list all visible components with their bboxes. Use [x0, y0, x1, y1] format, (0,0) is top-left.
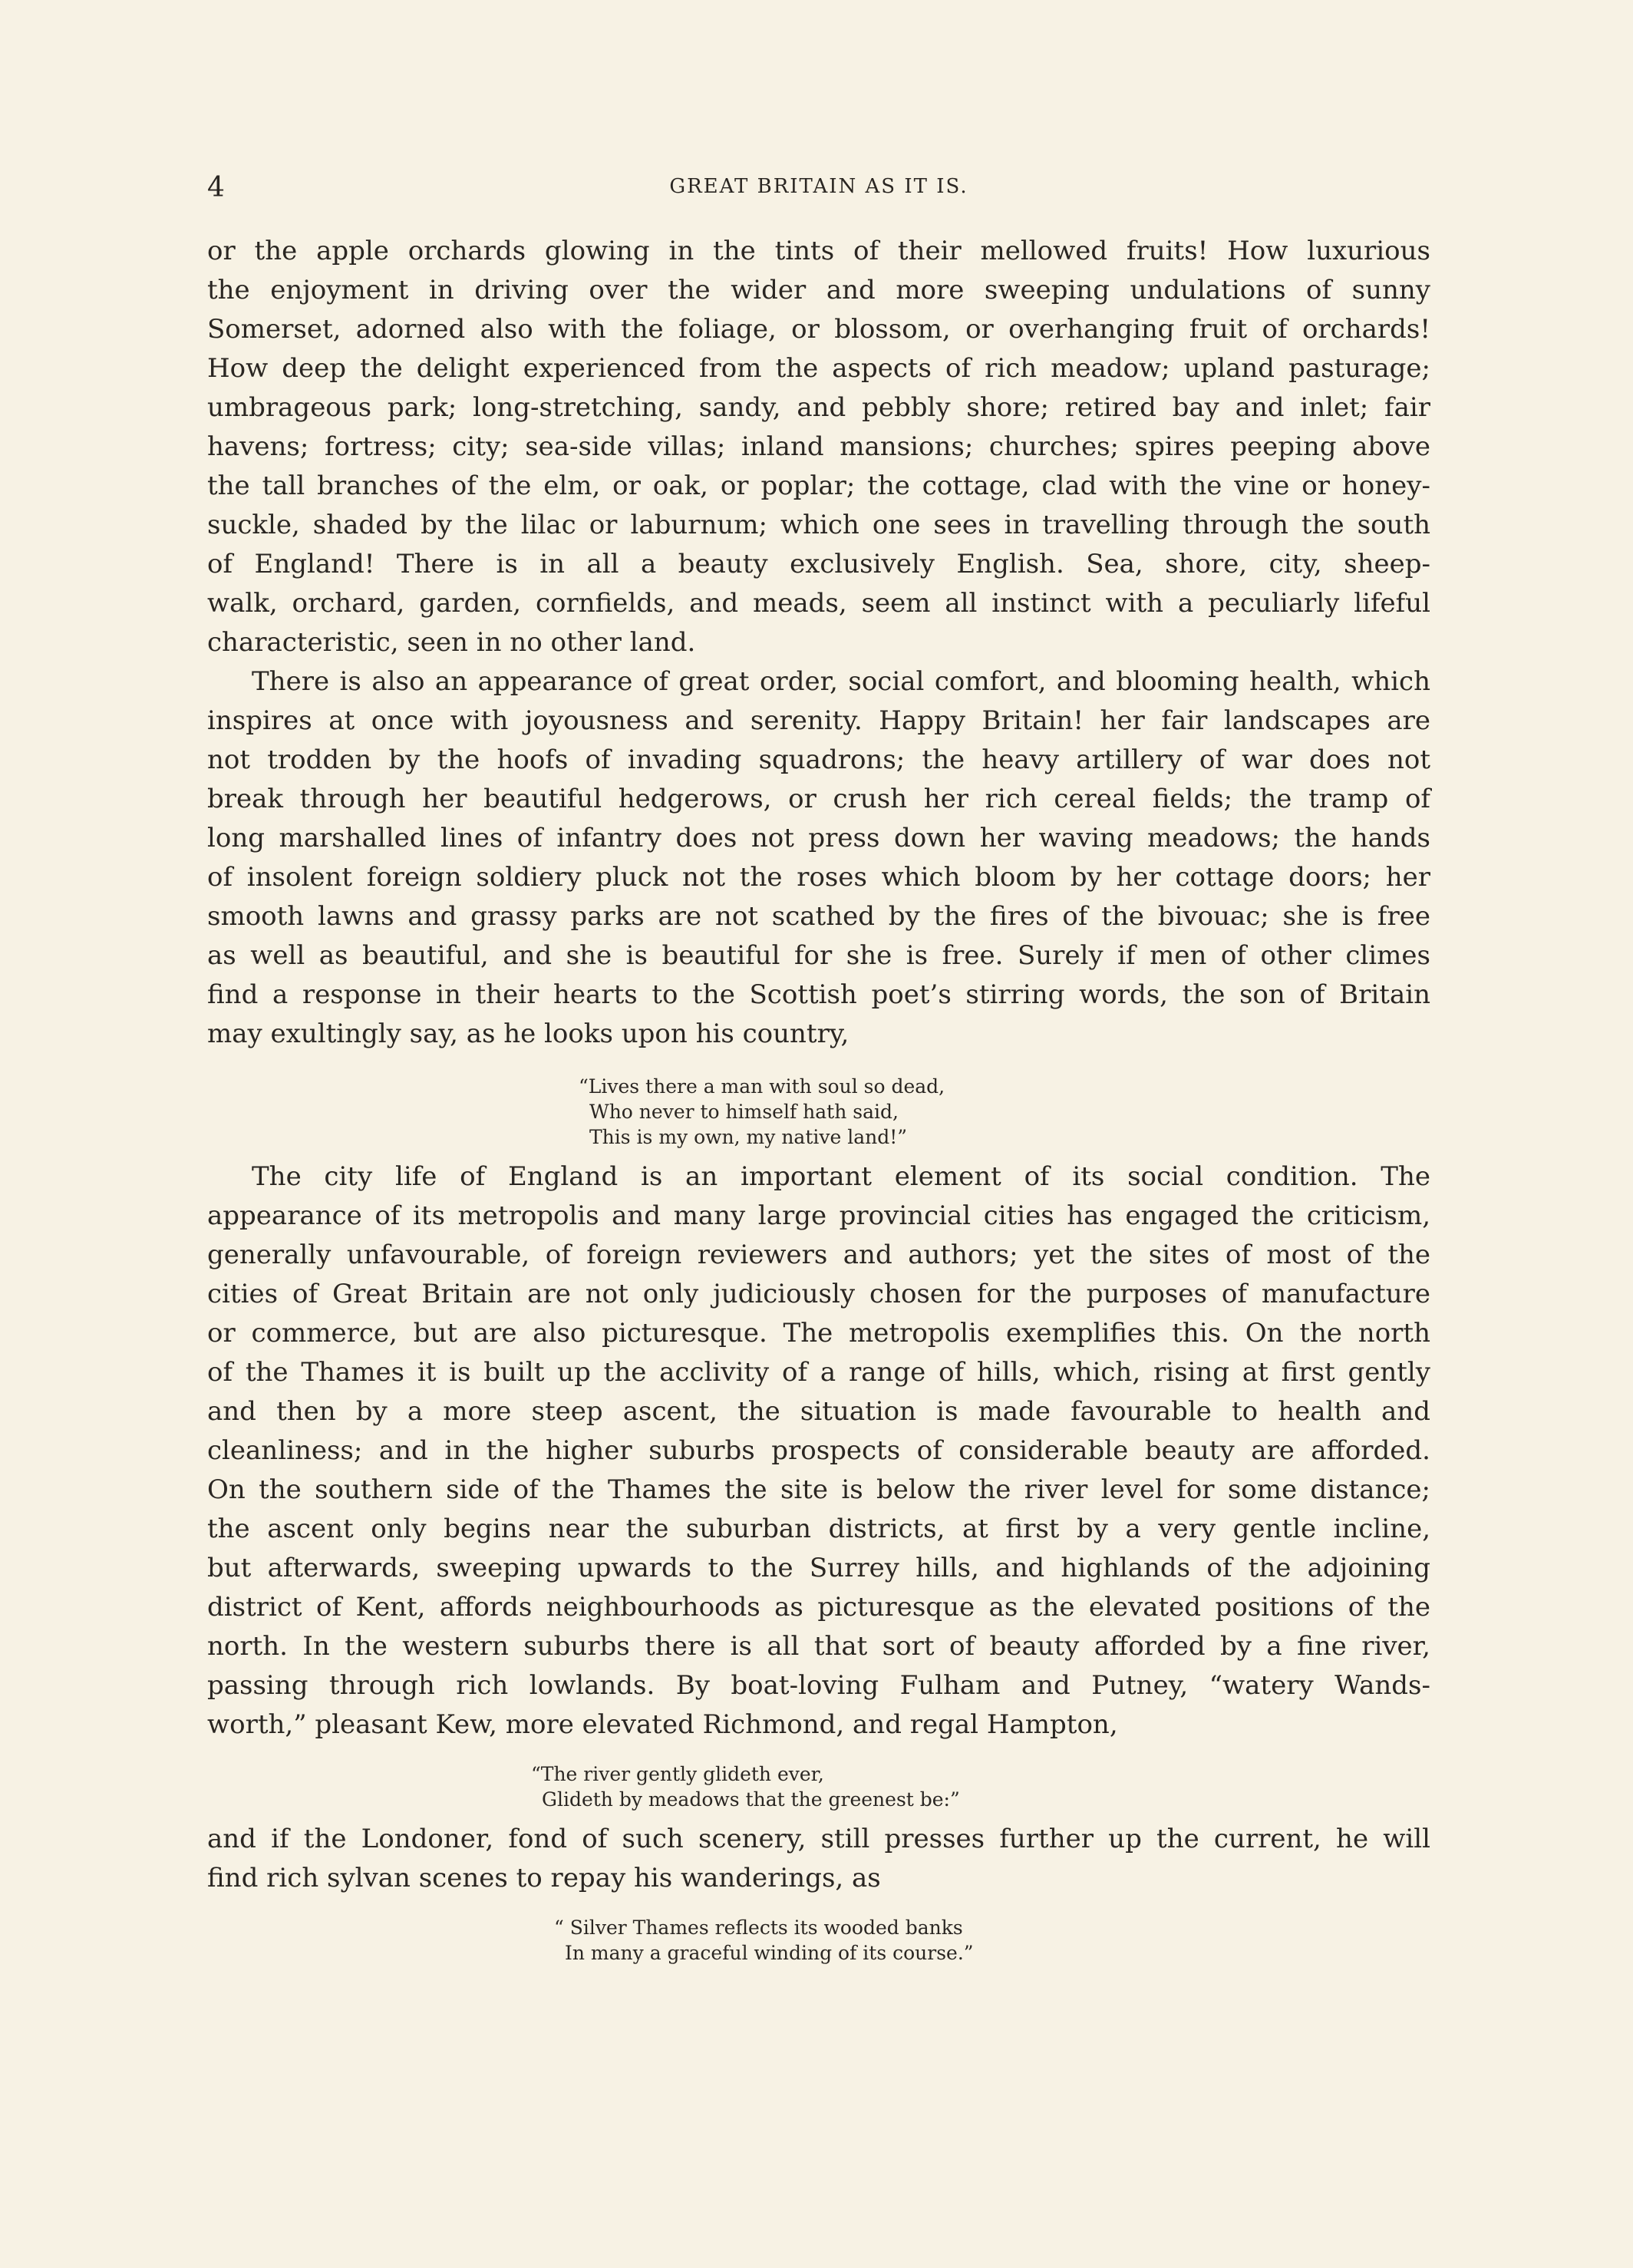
text-line: walk, orchard, garden, cornfields, and meads, seem all instinct with a peculiarly lifeful	[207, 588, 1430, 619]
text-line: How deep the delight experienced from the aspects of rich meadow; upland pasturage;	[207, 353, 1430, 384]
text-line: of the Thames it is built up the acclivity of a range of hills, which, rising at first gently	[207, 1357, 1430, 1388]
text-line: or the apple orchards glowing in the tints of their mellowed fruits! How luxurious	[207, 236, 1430, 266]
running-head	[207, 172, 1430, 203]
text-line: the ascent only begins near the suburban districts, at first by a very gentle incline,	[207, 1514, 1430, 1544]
text-line: district of Kent, affords neighbourhoods as picturesque as the elevated positions of the	[207, 1592, 1430, 1623]
text-line: appearance of its metropolis and many large provincial cities has engaged the criticism,	[207, 1200, 1430, 1231]
text-line: long marshalled lines of infantry does not press down her waving meadows; the hands	[207, 823, 1430, 853]
text-line: The city life of England is an important element of its social condition. The	[252, 1161, 1430, 1192]
text-line: passing through rich lowlands. By boat-loving Fulham and Putney, “watery Wands-	[207, 1670, 1430, 1701]
text-line: umbrageous park; long-stretching, sandy, and pebbly shore; retired bay and inlet; fair	[207, 392, 1430, 423]
paragraph-2	[207, 662, 1430, 1054]
text-line: break through her beautiful hedgerows, or crush her rich cereal fields; the tramp of	[207, 784, 1430, 814]
running-title: GREAT BRITAIN AS IT IS.	[669, 175, 968, 198]
text-line: characteristic, seen in no other land.	[207, 627, 696, 658]
text-line: north. In the western suburbs there is all that sort of beauty afforded by a fine river,	[207, 1631, 1430, 1662]
verse-quote-3	[207, 1898, 1430, 1966]
paragraph-1	[207, 232, 1430, 662]
text-line: or commerce, but are also picturesque. The metropolis exemplifies this. On the north	[207, 1318, 1430, 1349]
verse-line: “Lives there a man with soul so dead,	[579, 1075, 945, 1098]
verse-quote-1	[207, 1054, 1430, 1157]
verse-line: “The river gently glideth ever,	[531, 1763, 824, 1785]
text-line: Somerset, adorned also with the foliage, or blossom, or overhanging fruit of orchards!	[207, 314, 1430, 345]
verse-line: Glideth by meadows that the greenest be:”	[542, 1788, 960, 1811]
text-line: of England! There is in all a beauty exclusively English. Sea, shore, city, sheep-	[207, 549, 1430, 579]
verse-line: “ Silver Thames reflects its wooded banks	[554, 1916, 963, 1939]
text-line: havens; fortress; city; sea-side villas; inland mansions; churches; spires peeping above	[207, 431, 1430, 462]
verse-quote-2	[207, 1745, 1430, 1820]
text-line: the enjoyment in driving over the wider and more sweeping undulations of sunny	[207, 275, 1430, 305]
verse-line: Who never to himself hath said,	[589, 1101, 899, 1123]
text-line: There is also an appearance of great order, social comfort, and blooming health, which	[252, 666, 1430, 697]
text-line: On the southern side of the Thames the site is below the river level for some distance;	[207, 1474, 1430, 1505]
text-line: the tall branches of the elm, or oak, or poplar; the cottage, clad with the vine or honey-	[207, 470, 1430, 501]
verse-line: In many a graceful winding of its course.”	[565, 1942, 974, 1964]
text-line: and then by a more steep ascent, the situation is made favourable to health and	[207, 1396, 1430, 1427]
text-line: may exultingly say, as he looks upon his country,	[207, 1018, 849, 1049]
text-line: worth,” pleasant Kew, more elevated Richmond, and regal Hampton,	[207, 1709, 1118, 1740]
verse-line: This is my own, my native land!”	[589, 1126, 908, 1148]
text-line: not trodden by the hoofs of invading squadrons; the heavy artillery of war does not	[207, 744, 1430, 775]
text-line: but afterwards, sweeping upwards to the Surrey hills, and highlands of the adjoining	[207, 1553, 1430, 1583]
text-line: as well as beautiful, and she is beautiful for she is free. Surely if men of other climes	[207, 940, 1430, 971]
text-line: smooth lawns and grassy parks are not scathed by the fires of the bivouac; she is free	[207, 901, 1430, 932]
text-line: and if the Londoner, fond of such scenery, still presses further up the current, he will	[207, 1824, 1430, 1854]
text-line: find rich sylvan scenes to repay his wanderings, as	[207, 1863, 881, 1893]
paragraph-4	[207, 1820, 1430, 1898]
text-line: cleanliness; and in the higher suburbs prospects of considerable beauty are afforded.	[207, 1435, 1430, 1466]
text-line: cities of Great Britain are not only judiciously chosen for the purposes of manufacture	[207, 1279, 1430, 1309]
body-text	[207, 232, 1430, 1966]
text-line: find a response in their hearts to the Scottish poet’s stirring words, the son of Britain	[207, 979, 1430, 1010]
page-number: 4	[207, 172, 225, 203]
text-line: suckle, shaded by the lilac or laburnum; which one sees in travelling through the south	[207, 510, 1430, 540]
text-line: inspires at once with joyousness and serenity. Happy Britain! her fair landscapes are	[207, 705, 1430, 736]
paragraph-3	[207, 1157, 1430, 1745]
text-line: generally unfavourable, of foreign reviewers and authors; yet the sites of most of the	[207, 1240, 1430, 1270]
text-line: of insolent foreign soldiery pluck not the roses which bloom by her cottage doors; her	[207, 862, 1430, 893]
